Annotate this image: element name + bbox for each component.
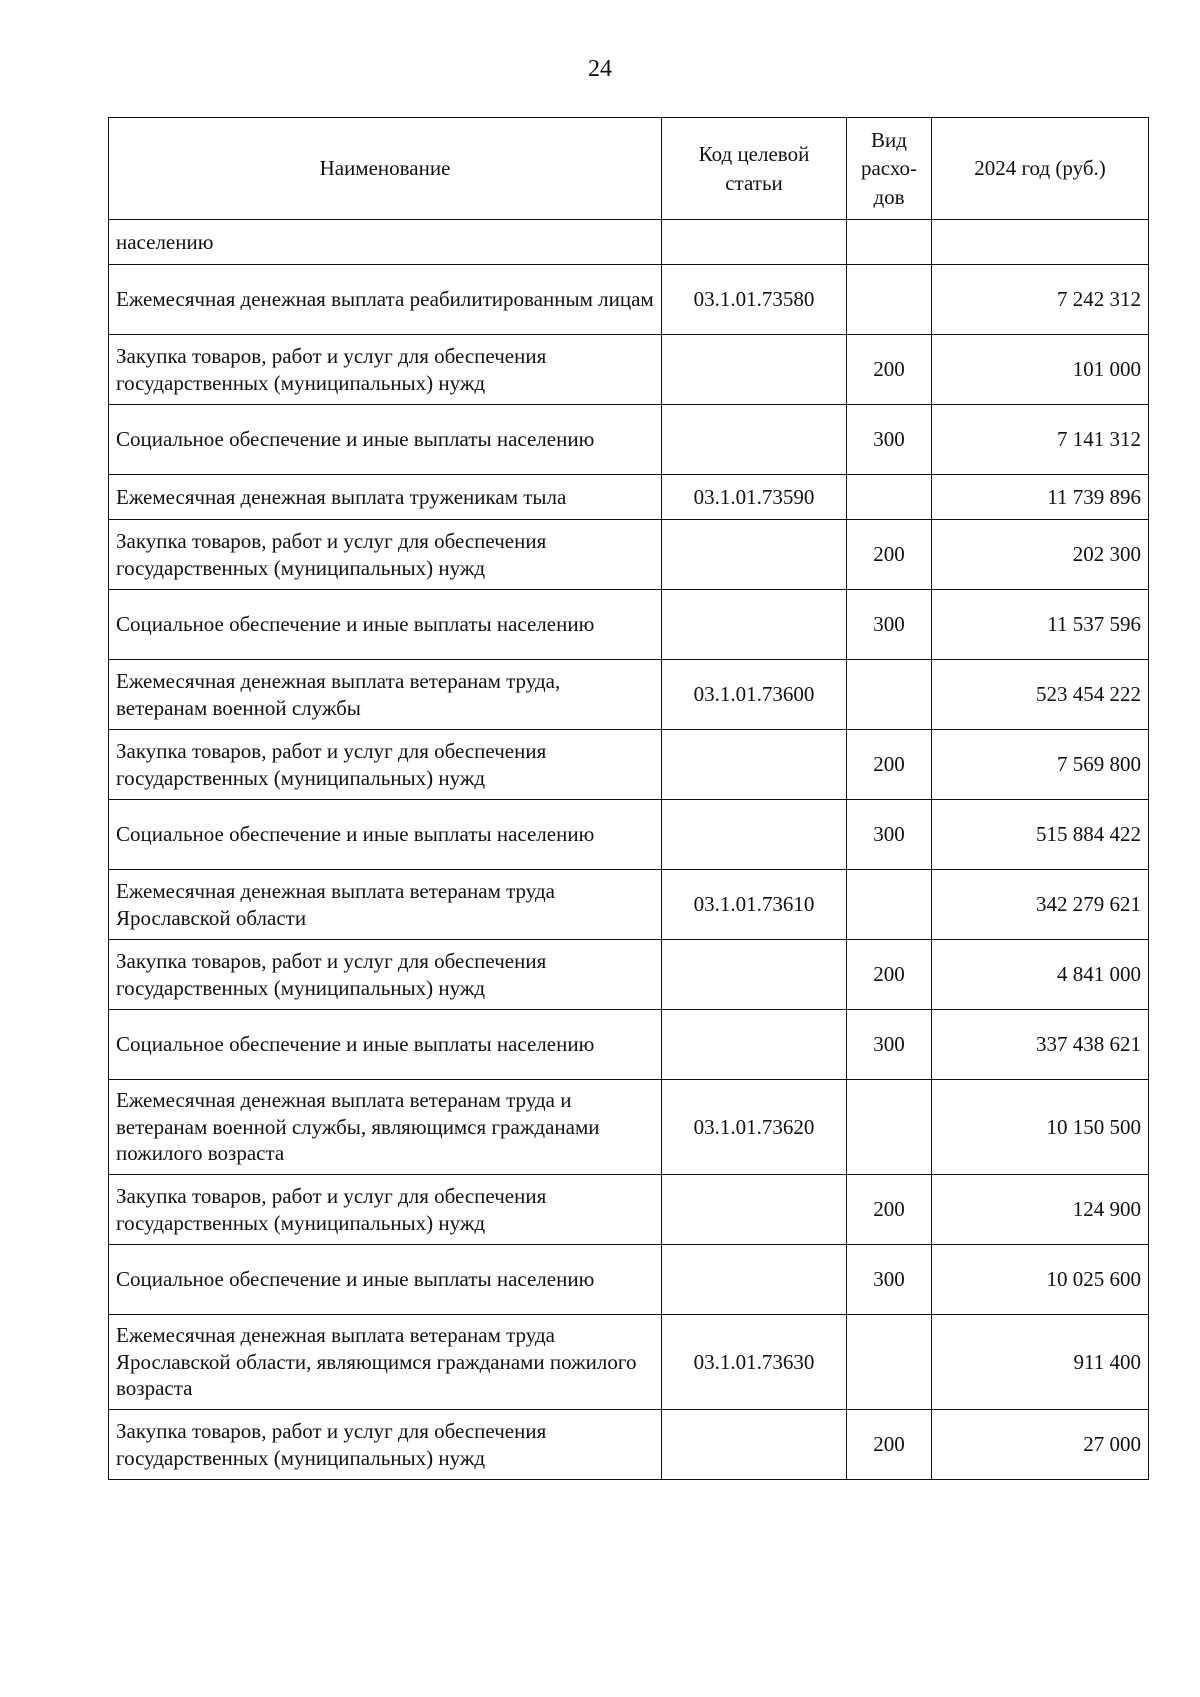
row-amount: 7 242 312 [932,265,1149,335]
row-name: населению [109,220,662,265]
row-code [662,1410,847,1480]
row-code [662,940,847,1010]
row-type: 200 [847,730,932,800]
row-amount: 337 438 621 [932,1010,1149,1080]
table-row [109,800,1149,870]
table-row [109,335,1149,405]
row-code: 03.1.01.73620 [662,1080,847,1175]
row-type [847,1080,932,1175]
row-code [662,1010,847,1080]
row-name: Социальное обеспечение и иные выплаты населению [109,590,662,660]
row-code [662,730,847,800]
row-type: 200 [847,520,932,590]
row-amount: 4 841 000 [932,940,1149,1010]
row-type [847,870,932,940]
row-type [847,265,932,335]
row-type: 200 [847,335,932,405]
row-name: Социальное обеспечение и иные выплаты населению [109,800,662,870]
row-name: Социальное обеспечение и иные выплаты населению [109,1010,662,1080]
column-header-name: Наименование [109,118,662,220]
row-name: Социальное обеспечение и иные выплаты населению [109,1245,662,1315]
row-type [847,475,932,520]
row-amount: 11 537 596 [932,590,1149,660]
table-row [109,475,1149,520]
row-name: Ежемесячная денежная выплата реабилитированным лицам [109,265,662,335]
row-amount: 202 300 [932,520,1149,590]
table-row [109,1080,1149,1175]
row-amount: 27 000 [932,1410,1149,1480]
table-row [109,1245,1149,1315]
table-row [109,220,1149,265]
row-name: Ежемесячная денежная выплата труженикам тыла [109,475,662,520]
row-code [662,520,847,590]
row-amount: 911 400 [932,1315,1149,1410]
table-header-row [109,118,1149,220]
table-row [109,1410,1149,1480]
row-code: 03.1.01.73590 [662,475,847,520]
row-amount: 342 279 621 [932,870,1149,940]
table-row [109,405,1149,475]
table-row [109,660,1149,730]
row-name: Ежемесячная денежная выплата ветеранам труда Ярославской области, являющимся гражданами пожилого возраста [109,1315,662,1410]
row-name: Социальное обеспечение и иные выплаты населению [109,405,662,475]
table-row [109,520,1149,590]
row-code: 03.1.01.73600 [662,660,847,730]
row-name: Ежемесячная денежная выплата ветеранам труда и ветеранам военной службы, являющимся гражданами пожилого возраста [109,1080,662,1175]
row-amount: 101 000 [932,335,1149,405]
row-type: 300 [847,1245,932,1315]
row-code [662,220,847,265]
row-type [847,220,932,265]
row-code [662,1175,847,1245]
row-type: 200 [847,940,932,1010]
row-amount: 7 569 800 [932,730,1149,800]
table-row [109,1010,1149,1080]
row-name: Ежемесячная денежная выплата ветеранам труда, ветеранам военной службы [109,660,662,730]
row-code [662,335,847,405]
table-row [109,590,1149,660]
row-name: Закупка товаров, работ и услуг для обеспечения государственных (муниципальных) нужд [109,1410,662,1480]
row-type: 200 [847,1175,932,1245]
row-amount: 10 150 500 [932,1080,1149,1175]
budget-table [108,117,1149,1480]
table-row [109,870,1149,940]
row-name: Закупка товаров, работ и услуг для обеспечения государственных (муниципальных) нужд [109,335,662,405]
row-amount: 523 454 222 [932,660,1149,730]
column-header-type: Вид расхо-дов [847,118,932,220]
table-row [109,1175,1149,1245]
row-code [662,800,847,870]
row-amount: 11 739 896 [932,475,1149,520]
row-amount: 124 900 [932,1175,1149,1245]
row-type: 300 [847,1010,932,1080]
row-amount: 7 141 312 [932,405,1149,475]
table-row [109,265,1149,335]
row-code: 03.1.01.73610 [662,870,847,940]
column-header-code: Код целевой статьи [662,118,847,220]
row-amount: 515 884 422 [932,800,1149,870]
row-type: 300 [847,590,932,660]
row-type: 300 [847,405,932,475]
table-row [109,1315,1149,1410]
row-code [662,590,847,660]
row-name: Закупка товаров, работ и услуг для обеспечения государственных (муниципальных) нужд [109,730,662,800]
row-amount [932,220,1149,265]
column-header-year: 2024 год (руб.) [932,118,1149,220]
row-type [847,1315,932,1410]
row-type: 200 [847,1410,932,1480]
table-row [109,940,1149,1010]
row-code [662,1245,847,1315]
row-code: 03.1.01.73580 [662,265,847,335]
row-code: 03.1.01.73630 [662,1315,847,1410]
row-name: Закупка товаров, работ и услуг для обеспечения государственных (муниципальных) нужд [109,1175,662,1245]
row-code [662,405,847,475]
row-name: Ежемесячная денежная выплата ветеранам труда Ярославской области [109,870,662,940]
row-type [847,660,932,730]
row-type: 300 [847,800,932,870]
page-number: 24 [588,56,612,82]
table-row [109,730,1149,800]
row-name: Закупка товаров, работ и услуг для обеспечения государственных (муниципальных) нужд [109,520,662,590]
row-name: Закупка товаров, работ и услуг для обеспечения государственных (муниципальных) нужд [109,940,662,1010]
row-amount: 10 025 600 [932,1245,1149,1315]
